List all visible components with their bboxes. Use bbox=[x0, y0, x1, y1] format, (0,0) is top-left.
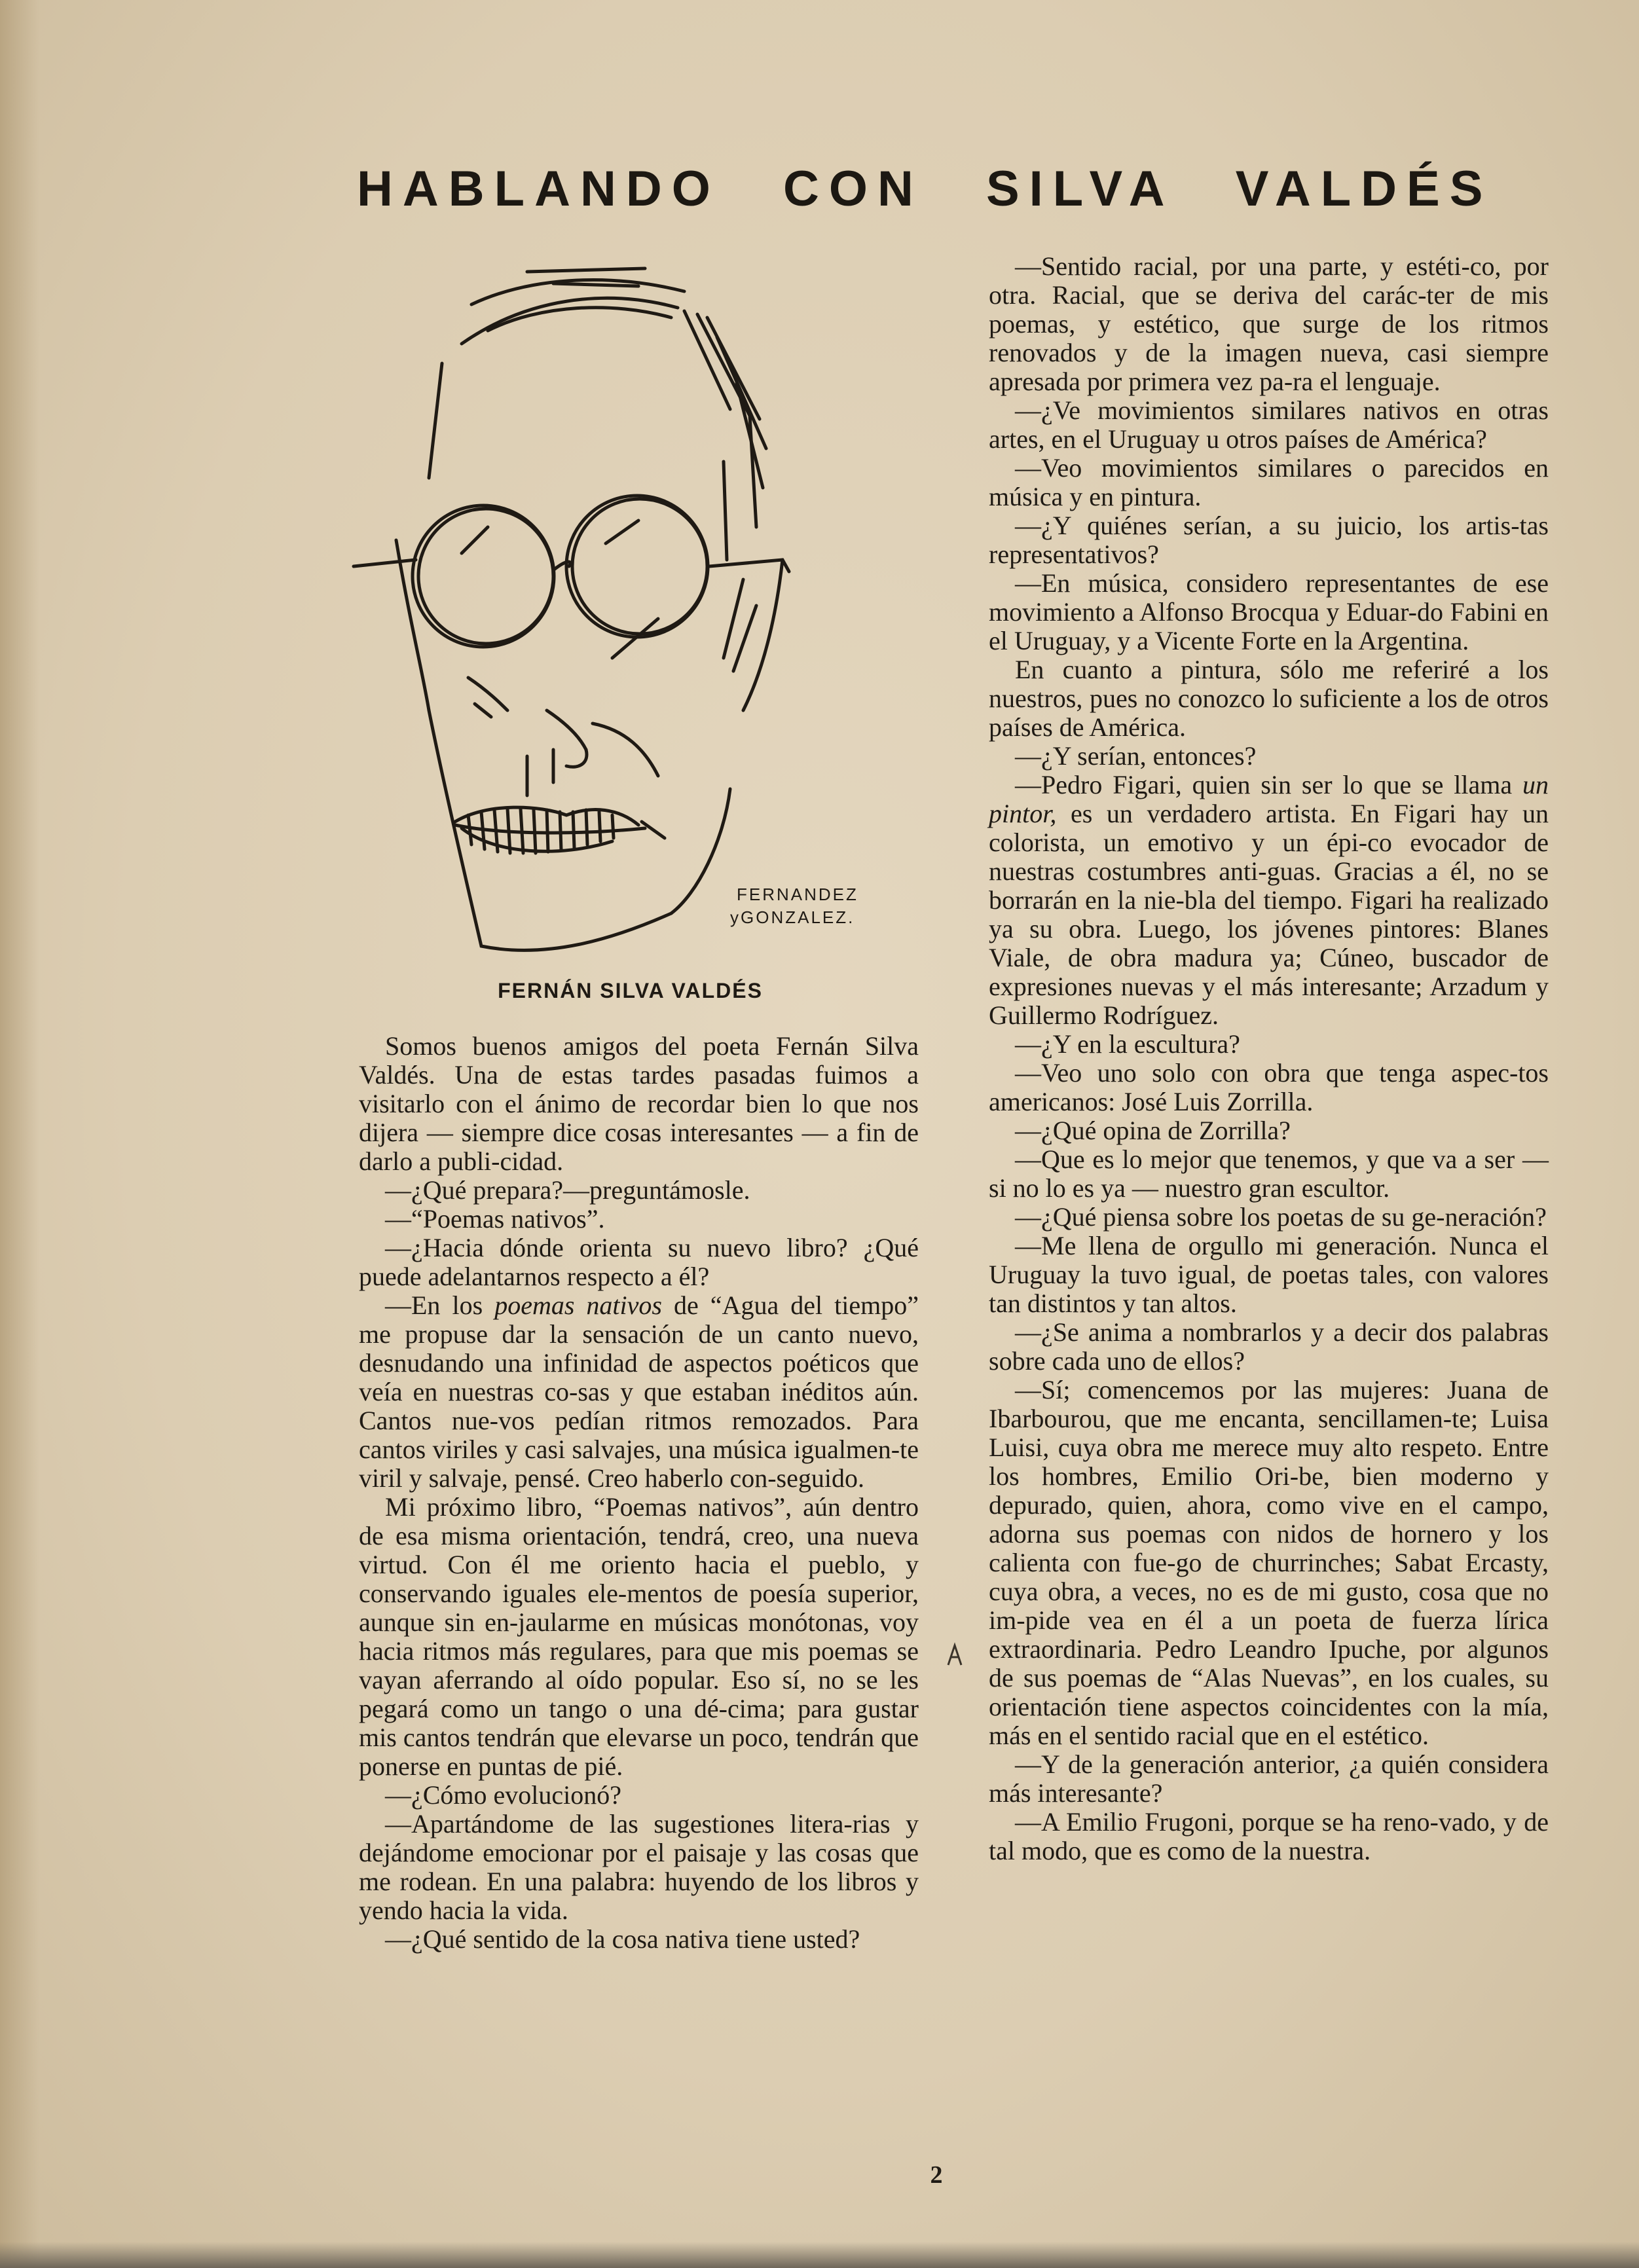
paragraph: —Me llena de orgullo mi generación. Nunca el Uruguay la tuvo igual, de poetas tales, con valores tan distintos y tan altos. bbox=[989, 1231, 1549, 1318]
paragraph: —¿Ve movimientos similares nativos en otras artes, en el Uruguay u otros países de América? bbox=[989, 395, 1549, 454]
portrait-signature-line-1: FERNANDEZ bbox=[737, 885, 858, 904]
paragraph: —A Emilio Frugoni, porque se ha reno-vado, y de tal modo, que es como de la nuestra. bbox=[989, 1807, 1549, 1865]
paragraph: —Apartándome de las sugestiones litera-rias y dejándome emocionar por el paisaje y las cosas que me rodean. En una palabra: huyendo de los libros y yendo hacia la vida. bbox=[359, 1809, 919, 1925]
paragraph: —¿Qué piensa sobre los poetas de su ge-neración? bbox=[1015, 1202, 1547, 1232]
paragraph: —En música, considero representantes de ese movimiento a Alfonso Brocqua y Eduar-do Fabini en el Uruguay, y a Vicente Forte en la Argentina. bbox=[989, 568, 1549, 655]
italic-text: poemas nativos bbox=[494, 1290, 662, 1320]
paragraph: Somos buenos amigos del poeta Fernán Silva Valdés. Una de estas tardes pasadas fuimos a visitarlo con el ánimo de recordar bien lo que nos dijera — siempre dice cosas interesantes — a fin de darlo a publi-cidad. bbox=[359, 1031, 919, 1176]
paragraph: —¿Y serían, entonces? bbox=[1015, 741, 1257, 771]
paragraph: —¿Hacia dónde orienta su nuevo libro? ¿Qué puede adelantarnos respecto a él? bbox=[359, 1233, 919, 1291]
italic-text: un pintor, bbox=[989, 770, 1549, 828]
paragraph: —Pedro Figari, quien sin ser lo que se llama un pintor, es un verdadero artista. En Figari hay un colorista, un emotivo y un épi-co evocador de nuestras costumbres anti-guas. Gracias a él, no se borrarán en la nie-bla del tiempo. Figari ha realizado ya su obra. Luego, los jóvenes pintores: Blanes Viale, de obra madura ya; Cúneo, buscador de expresiones nuevas y el más interesante; Arzadum y Guillermo Rodríguez. bbox=[989, 770, 1549, 1030]
paragraph: —¿Qué opina de Zorrilla? bbox=[1015, 1116, 1291, 1145]
paragraph: —¿Y en la escultura? bbox=[1015, 1029, 1240, 1059]
paragraph: En cuanto a pintura, sólo me referiré a los nuestros, pues no conozco lo suficiente a los de otros países de América. bbox=[989, 655, 1549, 742]
portrait-caption: FERNÁN SILVA VALDÉS bbox=[498, 979, 763, 1002]
paragraph: —¿Qué prepara?—preguntámosle. bbox=[385, 1175, 750, 1205]
paragraph: —Veo movimientos similares o parecidos en música y en pintura. bbox=[989, 453, 1549, 511]
paragraph: —Y de la generación anterior, ¿a quién considera más interesante? bbox=[989, 1749, 1549, 1808]
paragraph: —¿Qué sentido de la cosa nativa tiene usted? bbox=[385, 1924, 860, 1954]
paragraph: —“Poemas nativos”. bbox=[385, 1204, 605, 1234]
page-edge-shadow bbox=[0, 0, 39, 2268]
paragraph: Mi próximo libro, “Poemas nativos”, aún dentro de esa misma orientación, tendrá, creo, una nueva virtud. Con él me oriento hacia el pueblo, y conservando iguales ele-mentos de poesía superior, aunque sin en-jaularme en músicas monótonas, voy hacia ritmos más regulares, para que mis poemas se vayan aferrando al oído popular. Eso sí, no se les pegará como un tango o una dé-cima; para gustar mis cantos tendrán que elevarse un poco, tendrán que ponerse en puntas de pié. bbox=[359, 1492, 919, 1781]
page-bottom-shadow bbox=[0, 2242, 1639, 2268]
paragraph: —Que es lo mejor que tenemos, y que va a ser — si no lo es ya — nuestro gran escultor. bbox=[989, 1144, 1549, 1203]
paragraph: —Veo uno solo con obra que tenga aspec-tos americanos: José Luis Zorrilla. bbox=[989, 1058, 1549, 1116]
portrait-sketch bbox=[331, 252, 930, 962]
paragraph: —¿Cómo evolucionó? bbox=[385, 1780, 622, 1810]
paragraph: —Sentido racial, por una parte, y estéti-co, por otra. Racial, que se deriva del carác-ter de mis poemas, y estético, que surge de los ritmos renovados y de la imagen nueva, casi siempre apresada por primera vez pa-ra el lenguaje. bbox=[989, 251, 1549, 396]
paragraph: —¿Se anima a nombrarlos y a decir dos palabras sobre cada uno de ellos? bbox=[989, 1317, 1549, 1376]
paragraph: —Sí; comencemos por las mujeres: Juana de Ibarbourou, que me encanta, sencillamen-te; Luisa Luisi, cuya obra me merece muy alto respeto. Entre los hombres, Emilio Ori-be, bien moderno y depurado, quien, ahora, como vive en el campo, adorna sus poemas con nidos de hornero y los calienta con fue-go de churrinches; Sabat Ercasty, cuya obra, a veces, no es de mi gusto, cosa que no im-pide vea en él a un poeta de fuerza lírica extraordinaria. Pedro Leandro Ipuche, por algunos de sus poemas de “Alas Nuevas”, en los cuales, su orientación tiene aspectos coincidentes con la mía, más en el sentido racial que en el estético. bbox=[989, 1375, 1549, 1750]
left-column bbox=[359, 1032, 919, 1954]
portrait-signature-line-2: yGONZALEZ. bbox=[730, 907, 855, 927]
article-title: HABLANDO CON SILVA VALDÉS bbox=[357, 161, 1493, 217]
pencil-mark bbox=[943, 1640, 976, 1670]
paragraph: —En los poemas nativos de “Agua del tiempo” me propuse dar la sensación de un canto nuevo, desnudando una infinidad de aspectos poéticos que veía en nuestras co-sas y que estaban inéditos aún. Cantos nue-vos pedían ritmos remozados. Para cantos viriles y casi salvajes, una música igualmen-te viril y salvaje, pensé. Creo haberlo con-seguido. bbox=[359, 1290, 919, 1493]
paragraph: —¿Y quiénes serían, a su juicio, los artis-tas representativos? bbox=[989, 511, 1549, 569]
right-column bbox=[989, 252, 1549, 1865]
page-number: 2 bbox=[930, 2161, 943, 2189]
